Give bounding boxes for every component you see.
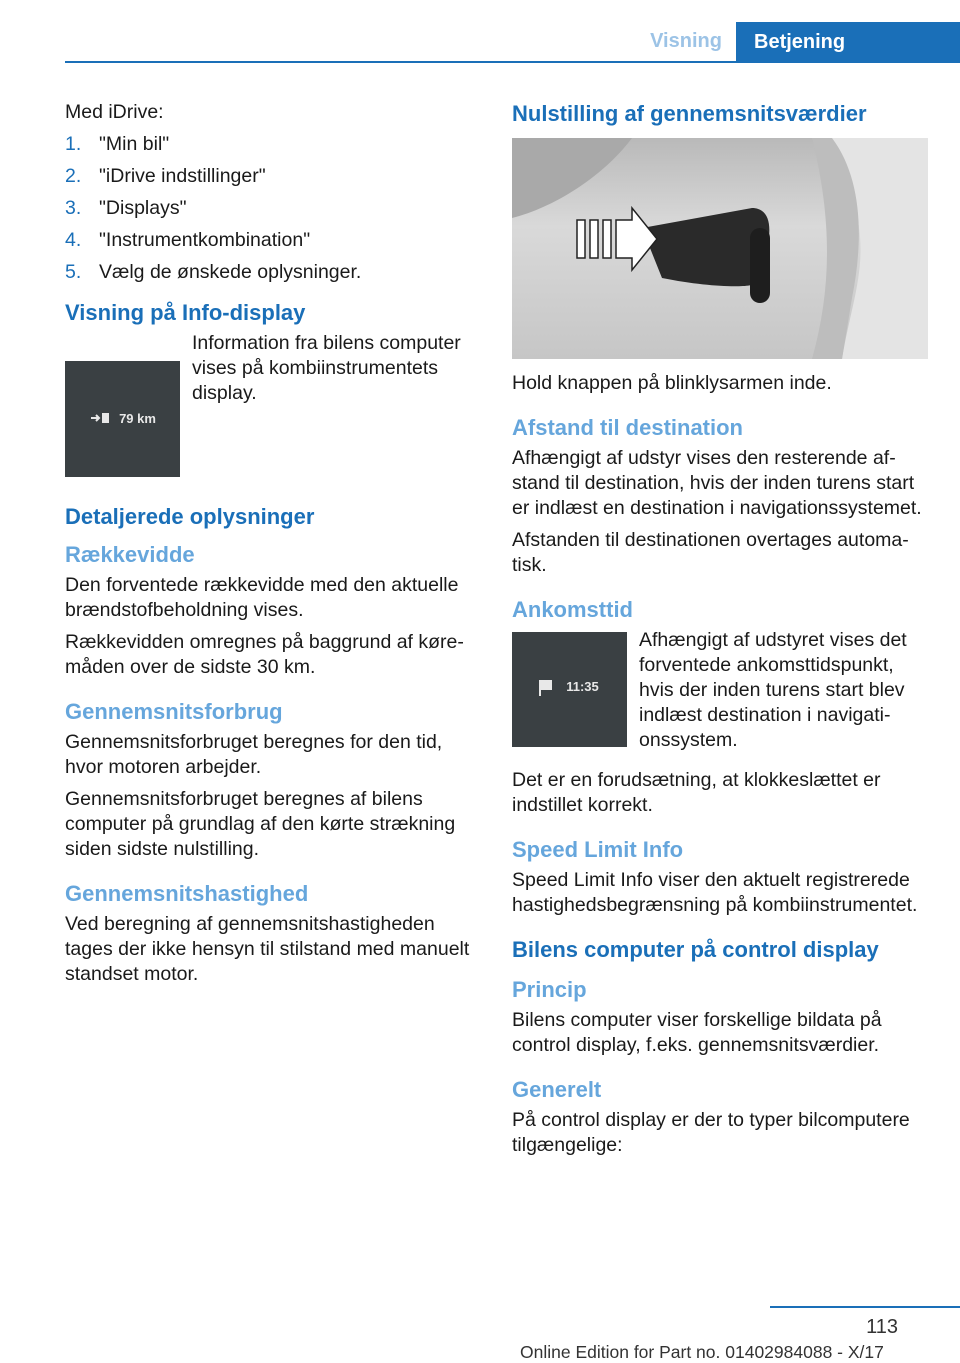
ankomst-text-2: Det er en forudsætning, at klokkeslættet er indstillet korrekt. <box>512 769 881 816</box>
step-number: 5. <box>65 261 82 283</box>
forbrug-text-1: Gennemsnitsforbruget beregnes for den tid, hvor motoren arbejder. <box>65 731 443 778</box>
afstand-text-1: Afhængigt af udstyr vises den resterende afstand til destination, hvis der inden turens start er indlæst en destination i navigationssystemet. <box>512 447 922 519</box>
page-header <box>0 0 960 64</box>
heading-afstand: Afstand til destination <box>512 415 743 440</box>
step-number: 1. <box>65 133 82 155</box>
heading-speed-limit: Speed Limit Info <box>512 837 684 862</box>
hold-text: Hold knappen på blinklysarmen inde. <box>512 372 832 394</box>
footer-rule <box>770 1306 960 1308</box>
step-text: Vælg de ønskede oplysninger. <box>99 261 362 283</box>
list-item <box>65 228 480 253</box>
ankomst-text: Afhængigt af udstyret vises det forventede ankomsttidspunkt, hvis der inden turens start blev indlæst destination i navigationssystem. <box>639 629 907 751</box>
left-column <box>65 100 480 994</box>
step-text: "iDrive indstillinger" <box>99 165 266 187</box>
arrival-display-image <box>512 632 627 747</box>
heading-raekkevidde: Rækkevidde <box>65 542 195 567</box>
forbrug-text-2: Gennemsnitsforbruget beregnes af bilens computer på grundlag af den kørte strækning siden sidste nulstilling. <box>65 788 456 860</box>
speed-limit-text: Speed Limit Info viser den aktuelt registrerede hastighedsbegrænsning på kombiinstrumentet. <box>512 869 918 916</box>
raekkevidde-text-1: Den forventede rækkevidde med den aktuelle brændstofbeholdning vises. <box>65 574 459 621</box>
arrival-readout: 11:35 <box>566 679 599 694</box>
list-item <box>65 260 480 285</box>
heading-ankomst: Ankomsttid <box>512 597 633 622</box>
visning-block <box>65 331 480 477</box>
step-text: "Min bil" <box>99 133 170 155</box>
step-number: 3. <box>65 197 82 219</box>
list-item <box>65 164 480 189</box>
header-rule <box>65 61 960 63</box>
tab-betjening[interactable]: Betjening <box>736 22 960 62</box>
tab-visning[interactable]: Visning <box>650 30 722 52</box>
heading-nulstilling: Nulstilling af gennemsnitsværdier <box>512 101 867 126</box>
step-text: "Displays" <box>99 197 187 219</box>
heading-visning: Visning på Info-display <box>65 300 306 325</box>
heading-hastighed: Gennemsnitshastighed <box>65 881 309 906</box>
step-text: "Instrumentkombination" <box>99 229 311 251</box>
list-item <box>65 196 480 221</box>
turn-signal-lever-image <box>512 138 928 359</box>
info-display-image <box>65 361 180 477</box>
hastighed-text: Ved beregning af gennemsnitshastigheden tages der ikke hensyn til stilstand med manuelt standset motor. <box>65 913 470 985</box>
range-readout: 79 km <box>119 411 156 426</box>
page-number: 113 <box>866 1316 898 1338</box>
step-number: 2. <box>65 165 82 187</box>
generelt-text: På control display er der to typer bilcomputere tilgængelige: <box>512 1109 910 1156</box>
step-number: 4. <box>65 229 82 251</box>
heading-control-display: Bilens computer på control display <box>512 937 879 962</box>
idrive-steps <box>65 132 480 285</box>
list-item <box>65 132 480 157</box>
princip-text: Bilens computer viser forskellige bildata på control display, f.eks. gennemsnitsværdier. <box>512 1009 882 1056</box>
intro-text: Med iDrive: <box>65 101 164 123</box>
afstand-text-2: Afstanden til destinationen overtages automatisk. <box>512 529 909 576</box>
raekkevidde-text-2: Rækkevidden omregnes på baggrund af køremåden over de sidste 30 km. <box>65 631 464 678</box>
heading-generelt: Generelt <box>512 1077 602 1102</box>
right-column <box>512 100 930 1165</box>
heading-forbrug: Gennemsnitsforbrug <box>65 699 283 724</box>
heading-princip: Princip <box>512 977 587 1002</box>
visning-text: Information fra bilens computer vises på kombiinstrumentets display. <box>192 332 461 404</box>
lever-illustration <box>512 138 928 359</box>
arrow-icon <box>577 208 657 270</box>
edition-text: Online Edition for Part no. 01402984088 - X/17 <box>520 1342 884 1362</box>
ankomst-block <box>512 628 930 760</box>
heading-detaljer: Detaljerede oplysninger <box>65 504 315 529</box>
